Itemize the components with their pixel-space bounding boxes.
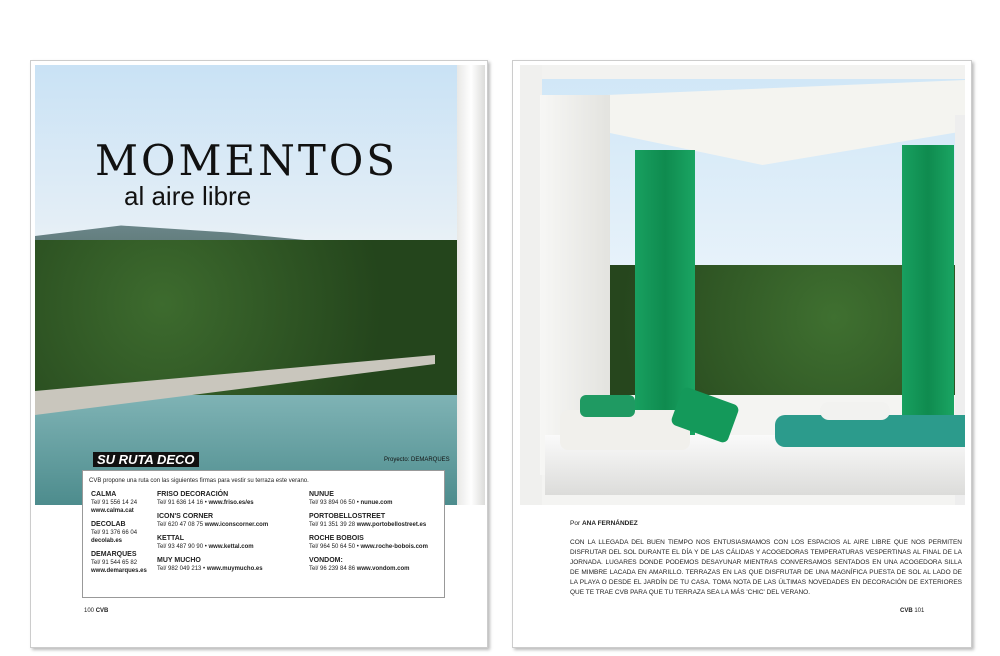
- page-number: 101: [914, 608, 925, 614]
- company-name: FRISO DECORACIÓN: [157, 491, 229, 498]
- contact-entry: [309, 557, 439, 573]
- brand: CVB: [95, 608, 109, 614]
- phone: Tel/ 982 049 213 •: [157, 566, 206, 572]
- company-name: MUY MUCHO: [157, 557, 201, 564]
- company-name: ICON'S CORNER: [157, 513, 214, 520]
- phone: Tel/ 91 351 39 28: [309, 522, 356, 528]
- by-prefix: Por: [570, 520, 581, 527]
- company-name: DECOLAB: [91, 521, 126, 528]
- phone: Tel/ 91 636 14 16 •: [157, 500, 207, 506]
- phone: Tel/ 91 376 66 04: [91, 530, 138, 536]
- deco-route-box: [82, 470, 445, 598]
- contact-entry: [91, 491, 153, 515]
- column-2: [157, 491, 305, 579]
- phone: Tel/ 91 556 14 24: [91, 500, 138, 506]
- box-label: SU RUTA DECO: [93, 452, 199, 467]
- article-subtitle: al aire libre: [124, 181, 252, 211]
- phone: Tel/ 93 894 06 50 •: [309, 500, 359, 506]
- article-body: CON LA LLEGADA DEL BUEN TIEMPO NOS ENTUSIASMAMOS CON LOS ESPACIOS AL AIRE LIBRE QUE NOS PERMITEN DISFRUTAR DEL SOL DURANTE EL DÍA Y DE LAS CÁLIDAS Y ACOGEDORAS TEMPERATURAS VESPERTINAS AL FINAL DE LA JORNADA. LUGARES DONDE PODEMOS DESAYUNAR MIENTRAS CONVERSAMOS SENTADOS EN UNA ACOGEDORA SILLA DE MIMBRE LACADA EN AMARILLO. TERRAZAS EN LAS QUE DISFRUTAR DE UNA MAGNÍFICA PUESTA DE SOL AL LADO DE LA PLAYA O DESDE EL JARDÍN DE TU CASA. TOMA NOTA DE LAS ÚLTIMAS NOVEDADES EN DECORACIÓN DE EXTERIORES QUE TE TRAE CVB PARA QUE TU TERRAZA SEA LA MÁS 'CHIC' DEL VERANO.: [570, 539, 962, 596]
- pool-landscape-photo: [35, 65, 485, 505]
- contact-entry: [157, 557, 305, 573]
- phone: Tel/ 96 239 84 86: [309, 566, 356, 572]
- column-1: [91, 491, 153, 581]
- column-3: [309, 491, 439, 579]
- folio-right: [900, 608, 924, 615]
- phone: Tel/ 620 47 08 75: [157, 522, 204, 528]
- author: ANA FERNÁNDEZ: [581, 520, 638, 527]
- phone: Tel/ 93 487 90 90 •: [157, 544, 207, 550]
- website-link[interactable]: nunue.com: [360, 500, 393, 506]
- page-number: 100: [84, 608, 95, 614]
- website-link[interactable]: www.kettal.com: [208, 544, 254, 550]
- website-link[interactable]: www.iconscorner.com: [204, 522, 269, 528]
- website-link[interactable]: decolab.es: [91, 538, 123, 544]
- website-link[interactable]: www.demarques.es: [91, 568, 147, 574]
- website-link[interactable]: www.vondom.com: [356, 566, 410, 572]
- contact-entry: [309, 513, 439, 529]
- company-name: PORTOBELLOSTREET: [309, 513, 386, 520]
- website-link[interactable]: www.roche-bobois.com: [360, 544, 428, 550]
- box-intro: CVB propone una ruta con las siguientes firmas para vestir su terraza este verano.: [89, 478, 309, 484]
- contact-entry: [91, 551, 153, 575]
- contact-entry: [309, 491, 439, 507]
- contact-entry: [157, 535, 305, 551]
- byline: [570, 520, 638, 528]
- contact-entry: [157, 491, 305, 507]
- phone: Tel/ 91 544 65 82: [91, 560, 138, 566]
- brand: CVB: [900, 608, 913, 614]
- contact-entry: [157, 513, 305, 529]
- photo-credit: Proyecto: DEMARQUES: [384, 457, 450, 463]
- contact-entry: [91, 521, 153, 545]
- company-name: ROCHE BOBOIS: [309, 535, 364, 542]
- website-link[interactable]: www.portobellostreet.es: [356, 522, 427, 528]
- website-link[interactable]: www.calma.cat: [91, 508, 134, 514]
- company-name: KETTAL: [157, 535, 185, 542]
- website-link[interactable]: www.muymucho.es: [206, 566, 263, 572]
- company-name: CALMA: [91, 491, 117, 498]
- company-name: VONDOM:: [309, 557, 343, 564]
- contact-entry: [309, 535, 439, 551]
- company-name: DEMARQUES: [91, 551, 137, 558]
- pergola-photo: [520, 65, 965, 505]
- website-link[interactable]: www.friso.es/es: [208, 500, 254, 506]
- company-name: NUNUE: [309, 491, 334, 498]
- phone: Tel/ 964 50 64 50 •: [309, 544, 359, 550]
- folio-left: [84, 608, 108, 615]
- article-title: MOMENTOS: [95, 136, 399, 185]
